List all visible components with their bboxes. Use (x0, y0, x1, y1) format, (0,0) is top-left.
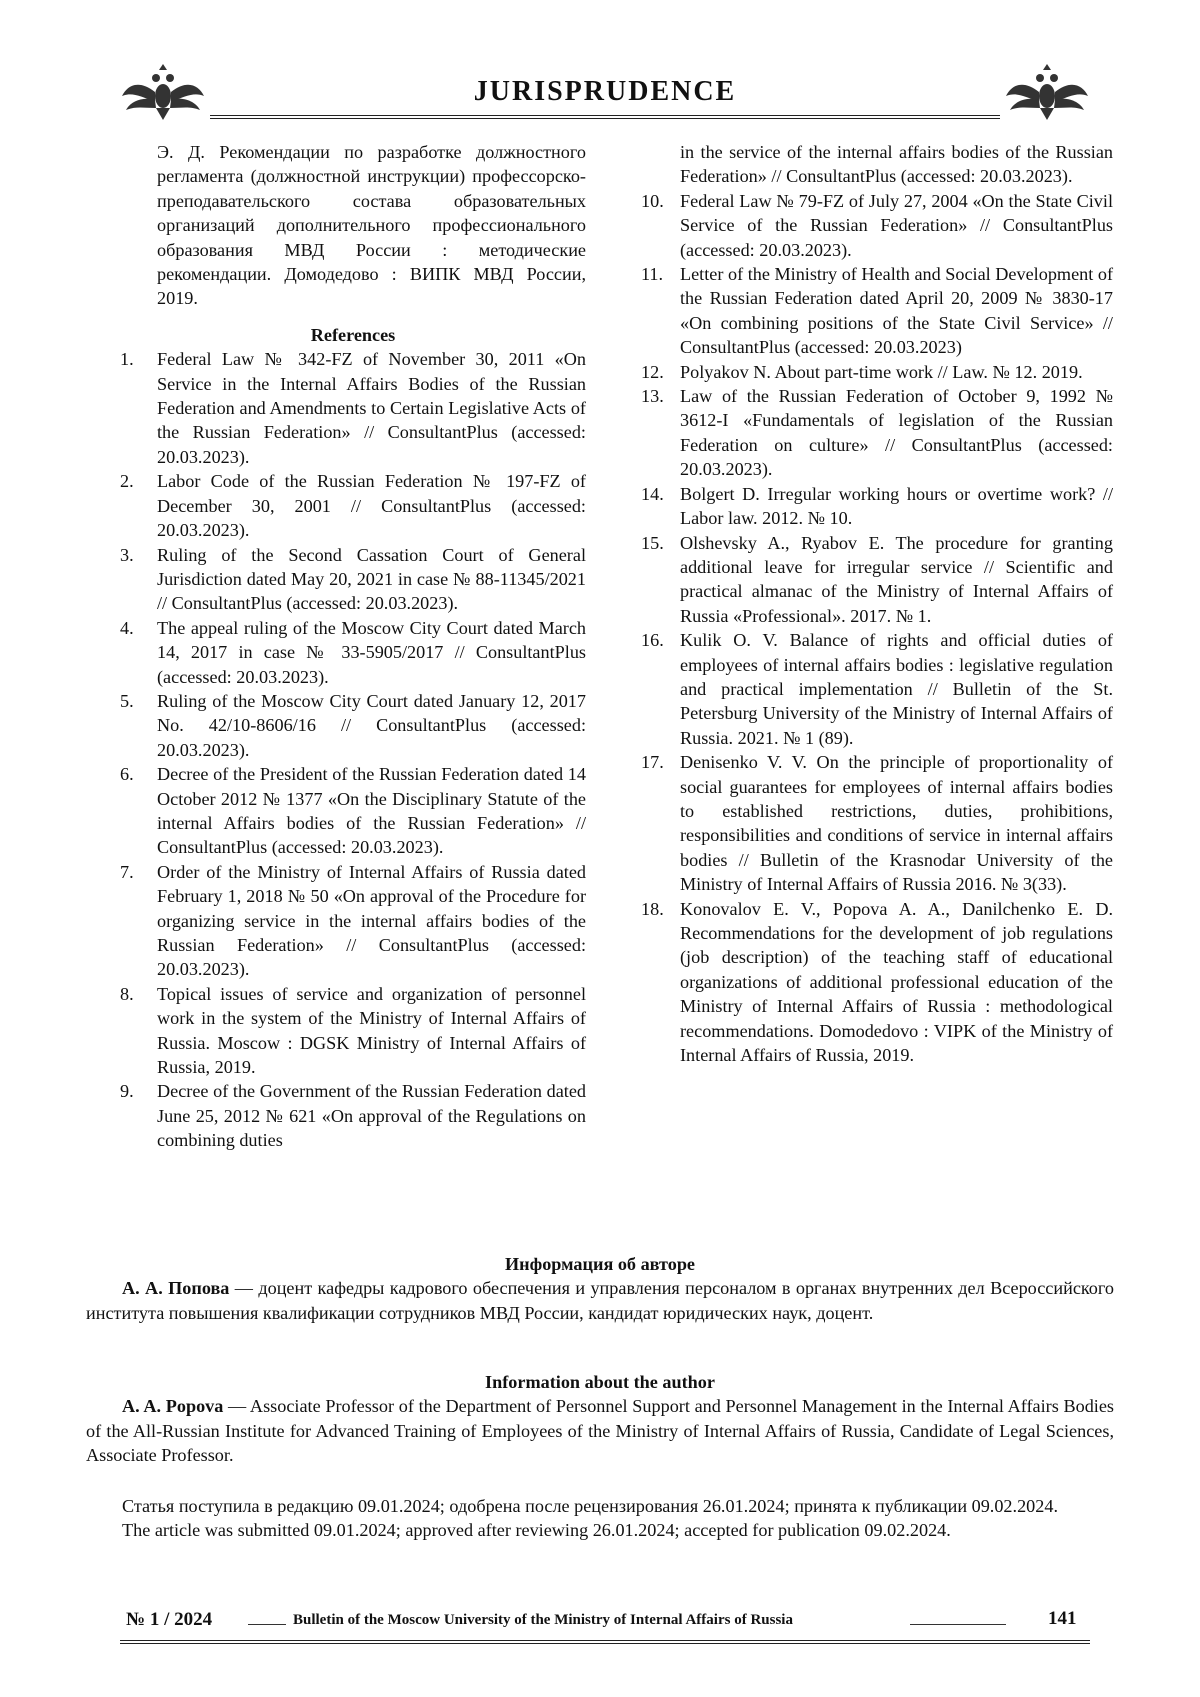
article-dates (86, 1494, 1114, 1543)
reference-number: 13. (641, 386, 664, 407)
page-number: 141 (1048, 1608, 1077, 1629)
reference-text: Ruling of the Moscow City Court dated January 12, 2017 No. 42/10-8606/16 // ConsultantPlus (accessed: 20.03.2023). (157, 690, 586, 760)
reference-number: 8. (120, 983, 134, 1004)
reference-text: Konovalov E. V., Popova A. A., Danilchenko E. D. Recommendations for the development of job regulations (job description) of the teaching staff of educational organizations of additional professional education of the Ministry of Internal Affairs of Russia : methodological recommendations. Domodedovo : VIPK of the Ministry of Internal Affairs of Russia, 2019. (680, 898, 1113, 1066)
issue-number: № 1 / 2024 (126, 1609, 213, 1630)
footer-rule (120, 1640, 1090, 1644)
reference-item (643, 531, 1113, 629)
reference-item (643, 384, 1113, 482)
reference-text: Letter of the Ministry of Health and Social Development of the Russian Federation dated April 20, 2009 № 3830-17 «On combining positions of the State Civil Service» // ConsultantPlus (accessed: 20.03.2023) (680, 264, 1113, 358)
reference-text: Decree of the President of the Russian Federation dated 14 October 2012 № 1377 «On the Disciplinary Statute of the internal Affairs bodies of the Russian Federation» // ConsultantPlus (accessed: 20.03.2023). (157, 764, 586, 858)
author-info-text (86, 1276, 1114, 1325)
reference-number: 5. (120, 690, 134, 711)
author-info-heading: Информация об авторе (504, 1254, 696, 1274)
reference-text: Federal Law № 79-FZ of July 27, 2004 «On the State Civil Service of the Russian Federation» // ConsultantPlus (accessed: 20.03.2023). (680, 190, 1113, 260)
continued-reference-text: in the service of the internal affairs bodies of the Russian Federation» // ConsultantPlus (accessed: 20.03.2023). (680, 142, 1113, 187)
reference-item (643, 189, 1113, 262)
reference-text: Order of the Ministry of Internal Affairs of Russia dated February 1, 2018 № 50 «On approval of the Procedure for organizing service in the internal affairs bodies of the Russian Federation» // ConsultantPlus (accessed: 20.03.2023). (157, 861, 586, 980)
article-dates-en: The article was submitted 09.01.2024; approved after reviewing 26.01.2024; accepted for publication 09.02.2024. (122, 1520, 951, 1541)
running-title: JURISPRUDENCE (473, 76, 737, 107)
reference-number: 4. (120, 617, 134, 638)
page-header (120, 62, 1090, 122)
reference-number: 7. (120, 861, 134, 882)
reference-number: 16. (641, 630, 664, 651)
reference-number: 15. (641, 532, 664, 553)
author-info-ru (86, 1252, 1114, 1325)
reference-number: 10. (641, 190, 664, 211)
reference-item (120, 1079, 586, 1152)
reference-number: 18. (641, 898, 664, 919)
reference-number: 2. (120, 471, 134, 492)
author-description: — доцент кафедры кадрового обеспечения и управления персоналом в органах внутренних дел Всероссийского института повышения квалификации сотрудников МВД России, кандидат юридических наук, доцент. (86, 1278, 1115, 1323)
reference-text: Labor Code of the Russian Federation № 197-FZ of December 30, 2001 // ConsultantPlus (accessed: 20.03.2023). (157, 471, 586, 541)
eagle-emblem-icon (120, 62, 206, 122)
reference-item (643, 897, 1113, 1068)
right-column (643, 140, 1113, 1067)
header-rule (210, 115, 1000, 119)
reference-text: Decree of the Government of the Russian Federation dated June 25, 2012 № 621 «On approval of the Regulations on combining duties (157, 1081, 586, 1151)
reference-item (120, 543, 586, 616)
reference-number: 14. (641, 483, 664, 504)
author-description: — Associate Professor of the Department of Personnel Support and Personnel Management in the Internal Affairs Bodies of the All-Russian Institute for Advanced Training of Employees of the Ministry of Internal Affairs of Russia, Candidate of Legal Sciences, Associate Professor. (86, 1396, 1114, 1466)
reference-item (643, 262, 1113, 360)
author-name: А. А. Попова (122, 1278, 230, 1299)
reference-item (643, 750, 1113, 896)
author-name: A. A. Popova (122, 1396, 224, 1417)
article-dates-ru: Статья поступила в редакцию 09.01.2024; одобрена после рецензирования 26.01.2024; принята к публикации 09.02.2024. (122, 1496, 1058, 1516)
footer-dash (910, 1624, 1006, 1625)
reference-text: Law of the Russian Federation of October 9, 1992 № 3612-I «Fundamentals of legislation of the Russian Federation on culture» // ConsultantPlus (accessed: 20.03.2023). (680, 386, 1113, 480)
reference-number: 11. (641, 264, 664, 285)
reference-item (120, 762, 586, 860)
reference-number: 1. (120, 349, 134, 370)
reference-text: Kulik O. V. Balance of rights and official duties of employees of internal affairs bodies : legislative regulation and practical implementation // Bulletin of the St. Petersburg University of the Ministry of Internal Affairs of Russia. 2021. № 1 (89). (680, 630, 1113, 748)
reference-text: Denisenko V. V. On the principle of proportionality of social guarantees for employees of internal affairs bodies to established restrictions, duties, prohibitions, responsibilities and conditions of service in internal affairs bodies // Bulletin of the Krasnodar University of the Ministry of Internal Affairs of Russia 2016. № 3(33). (680, 752, 1113, 895)
page-footer (120, 1608, 1090, 1638)
reference-number: 17. (641, 752, 664, 773)
reference-text: Ruling of the Second Cassation Court of General Jurisdiction dated May 20, 2021 in case № 88-11345/2021 // ConsultantPlus (accessed: 20.03.2023). (157, 544, 586, 614)
continued-reference-text: Э. Д. Рекомендации по разработке должностного регламента (должностной инструкции) профессорско-преподавательского состава образовательных организаций дополнительного профессионального образования МВД России : методические рекомендации. Домодедово : ВИПК МВД России, 2019. (157, 142, 586, 309)
reference-number: 3. (120, 544, 134, 565)
eagle-emblem-icon (1004, 62, 1090, 122)
reference-item (120, 347, 586, 469)
reference-number: 6. (120, 764, 134, 785)
references-list (120, 347, 586, 1152)
reference-number: 9. (120, 1081, 134, 1102)
footer-dash (248, 1624, 286, 1625)
left-column (120, 140, 586, 1153)
journal-title: Bulletin of the Moscow University of the Ministry of Internal Affairs of Russia (293, 1612, 793, 1628)
reference-number: 12. (641, 361, 664, 382)
reference-item (643, 482, 1113, 531)
reference-item (643, 628, 1113, 750)
reference-item (120, 982, 586, 1080)
reference-text: Bolgert D. Irregular working hours or overtime work? // Labor law. 2012. № 10. (680, 483, 1113, 529)
reference-text: Federal Law № 342-FZ of November 30, 2011 «On Service in the Internal Affairs Bodies of the Russian Federation and Amendments to Certain Legislative Acts of the Russian Federation» // ConsultantPlus (accessed: 20.03.2023). (157, 349, 586, 467)
author-info-en (86, 1370, 1114, 1468)
author-info-text (86, 1394, 1114, 1467)
author-info-heading: Information about the author (485, 1372, 715, 1392)
reference-text: The appeal ruling of the Moscow City Court dated March 14, 2017 in case № 33-5905/2017 // ConsultantPlus (accessed: 20.03.2023). (157, 617, 586, 687)
references-heading: References (310, 324, 396, 345)
references-list (643, 189, 1113, 1068)
reference-text: Olshevsky A., Ryabov E. The procedure for granting additional leave for irregular service // Scientific and practical almanac of the Ministry of Internal Affairs of Russia «Professional». 2017. № 1. (680, 532, 1113, 626)
reference-item (120, 616, 586, 689)
reference-item (120, 860, 586, 982)
reference-item (120, 469, 586, 542)
reference-item (120, 689, 586, 762)
reference-item (643, 360, 1113, 384)
reference-text: Topical issues of service and organization of personnel work in the system of the Ministry of Internal Affairs of Russia. Moscow : DGSK Ministry of Internal Affairs of Russia, 2019. (157, 983, 586, 1078)
reference-text: Polyakov N. About part-time work // Law. № 12. 2019. (680, 361, 1083, 382)
